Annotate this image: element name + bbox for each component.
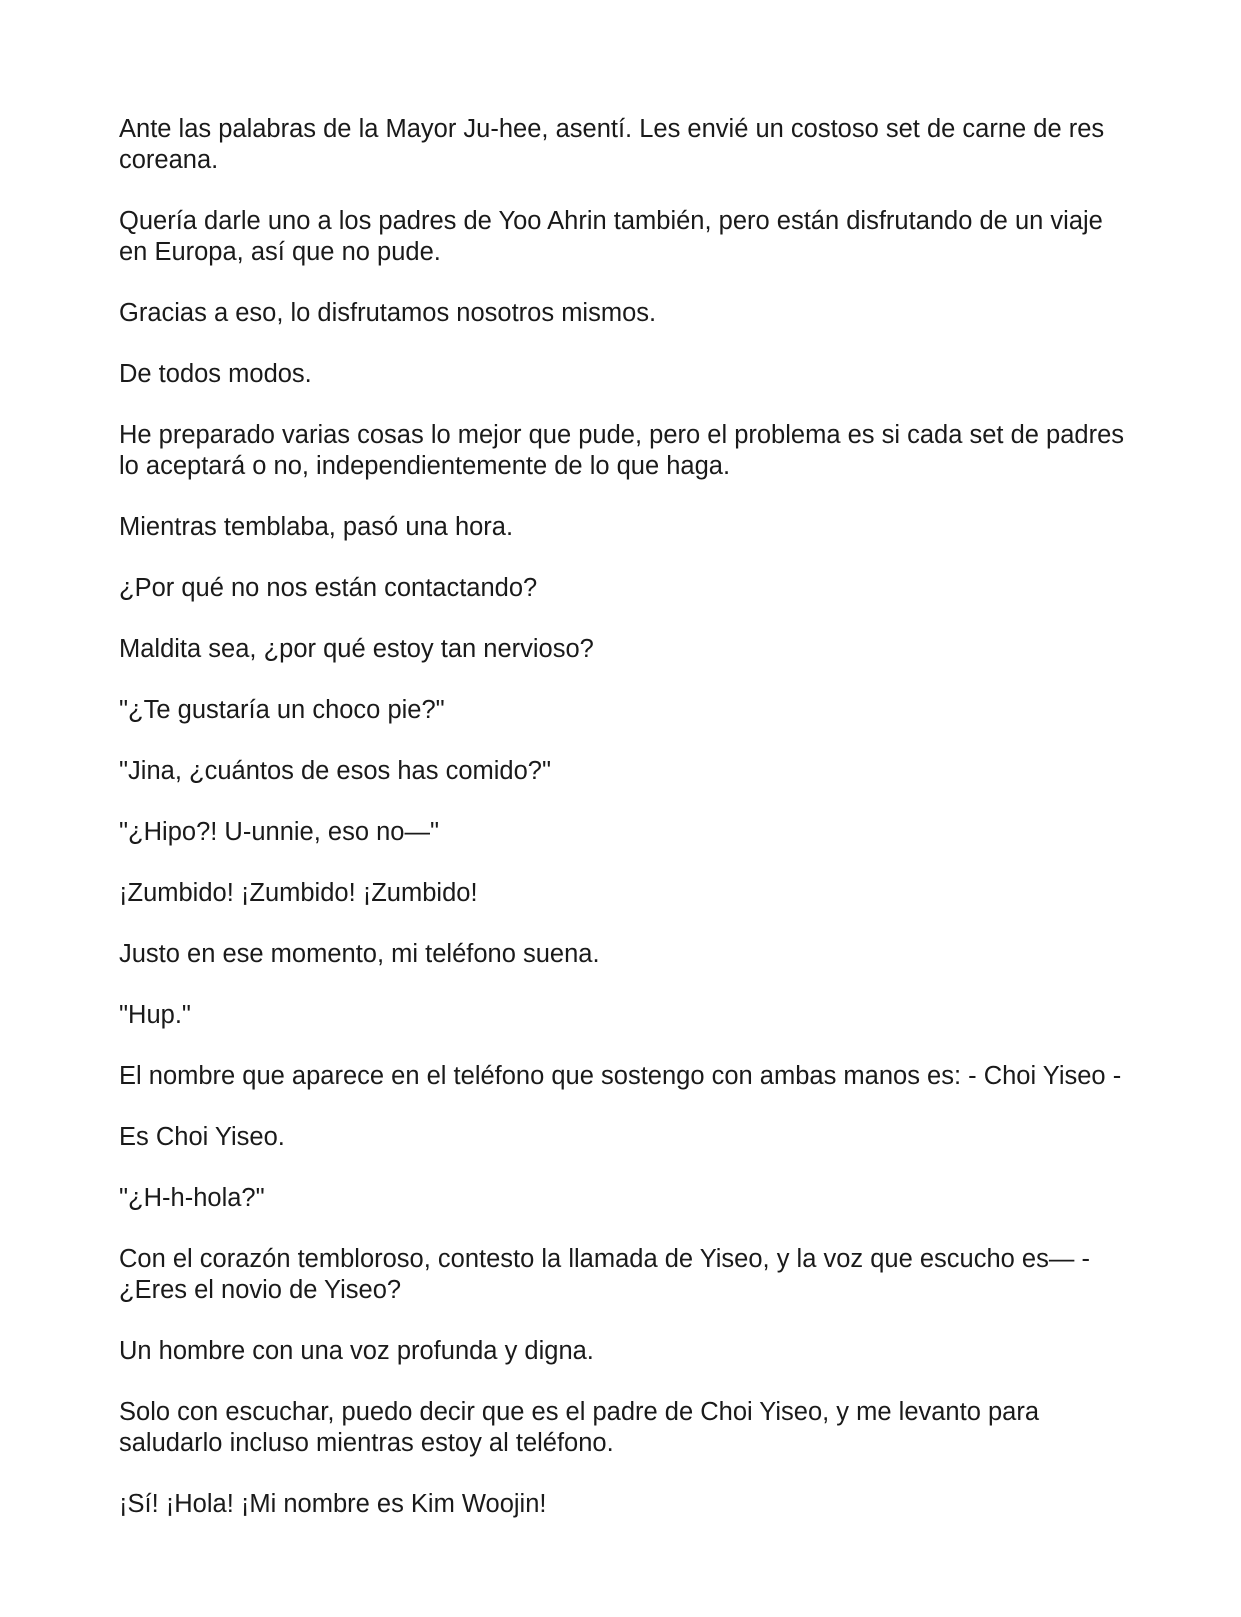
paragraph: Un hombre con una voz profunda y digna. bbox=[119, 1337, 594, 1365]
paragraph: Ante las palabras de la Mayor Ju-hee, asentí. Les envié un costoso set de carne de res coreana. bbox=[119, 115, 1105, 174]
paragraph: Quería darle uno a los padres de Yoo Ahrin también, pero están disfrutando de un viaje en Europa, así que no pude. bbox=[119, 207, 1103, 266]
paragraph: Es Choi Yiseo. bbox=[119, 1123, 285, 1151]
paragraph: "¿Hipo?! U-unnie, eso no—" bbox=[119, 818, 440, 846]
paragraph: ¡Sí! ¡Hola! ¡Mi nombre es Kim Woojin! bbox=[119, 1490, 547, 1518]
paragraph: Solo con escuchar, puedo decir que es el padre de Choi Yiseo, y me levanto para saludarlo incluso mientras estoy al teléfono. bbox=[119, 1398, 1040, 1457]
paragraph: Maldita sea, ¿por qué estoy tan nervioso? bbox=[119, 635, 594, 663]
document-body bbox=[119, 114, 1129, 1550]
paragraph: Mientras temblaba, pasó una hora. bbox=[119, 513, 514, 541]
paragraph: "Hup." bbox=[119, 1001, 191, 1029]
paragraph: Justo en ese momento, mi teléfono suena. bbox=[119, 940, 600, 968]
paragraph: He preparado varias cosas lo mejor que pude, pero el problema es si cada set de padres lo aceptará o no, independientemente de lo que haga. bbox=[119, 421, 1124, 480]
paragraph: ¡Zumbido! ¡Zumbido! ¡Zumbido! bbox=[119, 879, 478, 907]
paragraph: "¿Te gustaría un choco pie?" bbox=[119, 696, 445, 724]
paragraph: "¿H-h-hola?" bbox=[119, 1184, 265, 1212]
paragraph: El nombre que aparece en el teléfono que sostengo con ambas manos es: - Choi Yiseo - bbox=[119, 1062, 1122, 1090]
paragraph: Con el corazón tembloroso, contesto la llamada de Yiseo, y la voz que escucho es— - ¿Eres el novio de Yiseo? bbox=[119, 1245, 1090, 1304]
paragraph: ¿Por qué no nos están contactando? bbox=[119, 574, 538, 602]
paragraph: Gracias a eso, lo disfrutamos nosotros mismos. bbox=[119, 299, 657, 327]
paragraph: "Jina, ¿cuántos de esos has comido?" bbox=[119, 757, 552, 785]
paragraph: De todos modos. bbox=[119, 360, 312, 388]
